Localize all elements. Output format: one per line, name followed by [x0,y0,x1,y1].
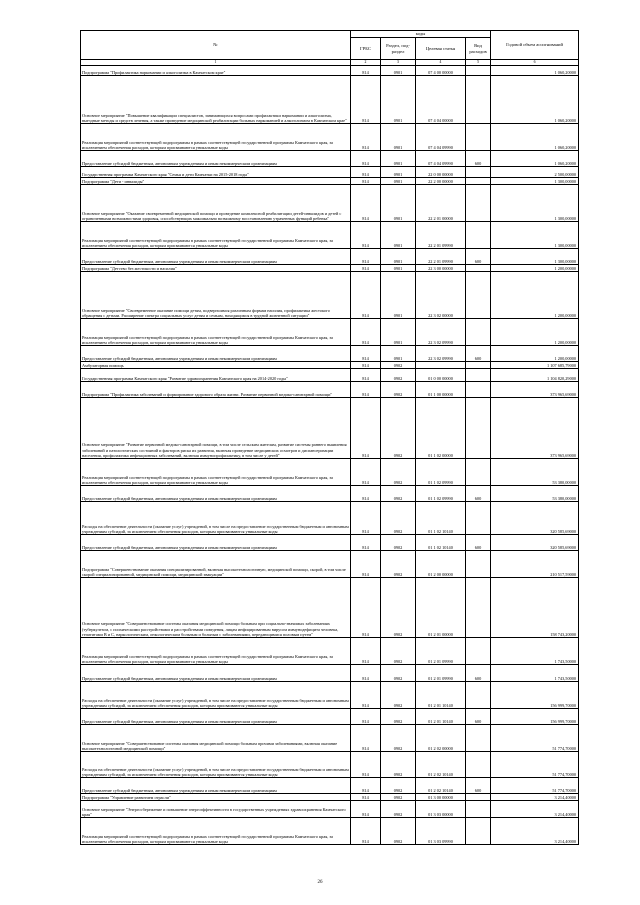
row-grbs: 814 [351,369,381,382]
row-name: Предоставление субсидий бюджетным, автономным учреждениям и иным некоммерческим организациям [81,346,351,362]
table-row [81,709,579,725]
row-name: Основное мероприятие "Оказание своевременной медицинской помощи и проведение комплексной реабилитации детей-инвалидов и детей с ограниченными возможностями здоровья, способствующих максимально возможному восстановлению утраченных функций ребенка" [81,185,351,222]
row-name: Реализация мероприятий соответствующей подпрограммы в рамках соответствующей государственной программы Камчатского края, за исключением обеспечения расходов, которым присваиваются уникальные коды [81,459,351,486]
row-exp-type: 600 [466,151,491,167]
row-exp-type: 600 [466,346,491,362]
row-exp-type [466,178,491,185]
row-amount: 1 300,00000 [491,185,579,222]
row-section: 0901 [381,249,416,265]
row-grbs: 814 [351,459,381,486]
row-target: 22 3 02 00000 [416,272,466,319]
row-section: 0901 [381,66,416,76]
row-amount: 1 200,00000 [491,265,579,272]
row-amount: 2 500,00000 [491,167,579,178]
row-amount: 1 104 820,29000 [491,369,579,382]
row-exp-type [466,124,491,151]
row-exp-type [466,167,491,178]
row-grbs: 814 [351,249,381,265]
row-name: Амбулаторная помощь [81,362,351,369]
row-amount: 373 965,69000 [491,382,579,398]
row-section: 0902 [381,638,416,665]
table-row [81,382,579,398]
row-section: 0902 [381,794,416,801]
row-exp-type: 600 [466,665,491,682]
row-target: 01 2 02 10140 [416,752,466,778]
table-row [81,665,579,682]
row-section: 0901 [381,265,416,272]
row-grbs: 814 [351,346,381,362]
row-section: 0902 [381,578,416,638]
header-section: Раздел, под-раздел [381,38,416,60]
row-name: Государственная программа Камчатского края "Семья и дети Камчатки на 2015-2018 годы" [81,167,351,178]
row-target: 07 4 04 09990 [416,151,466,167]
row-amount: 1 200,00000 [491,272,579,319]
row-grbs: 814 [351,362,381,369]
row-target: 01 2 02 00000 [416,725,466,752]
row-amount: 1 300,00000 [491,222,579,249]
row-target: 01 1 02 10140 [416,502,466,535]
row-exp-type [466,319,491,346]
table-row [81,778,579,794]
row-grbs: 814 [351,794,381,801]
row-amount: 1 300,00000 [491,249,579,265]
col-num-1: 1 [81,60,351,66]
row-exp-type [466,362,491,369]
row-section: 0901 [381,124,416,151]
row-exp-type [466,265,491,272]
row-name: Предоставление субсидий бюджетным, автономным учреждениям и иным некоммерческим организациям [81,709,351,725]
row-exp-type [466,369,491,382]
table-body [81,66,579,845]
row-section: 0902 [381,535,416,551]
row-amount: 320 585,69000 [491,535,579,551]
table-row [81,725,579,752]
table-row [81,578,579,638]
row-amount: 210 517,59000 [491,551,579,578]
row-exp-type [466,801,491,818]
row-name: Реализация мероприятий соответствующей подпрограммы в рамках соответствующей государственной программы Камчатского края, за исключением обеспечения расходов, которым присваиваются уникальные коды [81,124,351,151]
header-target: Целевая статья [416,38,466,60]
table-row [81,638,579,665]
row-grbs: 814 [351,124,381,151]
row-amount: 1 200,00000 [491,346,579,362]
row-target: 22 2 00 00000 [416,178,466,185]
row-target: 07 4 04 09990 [416,124,466,151]
table-row [81,265,579,272]
row-name: Предоставление субсидий бюджетным, автономным учреждениям и иным некоммерческим организациям [81,249,351,265]
row-name: Основное мероприятие "Развитие первичной медико-санитарной помощи, в том числе сельским жителям, развитие системы раннего выявления заболеваний и патологических состояний и факторов риска их развития, включая проведение медицинских осмотров и диспансеризации населения, профилактика инфекционных заболеваний, включая иммунопрофилактику, в том числе у детей" [81,398,351,459]
row-target: 01 2 00 00000 [416,551,466,578]
row-exp-type [466,638,491,665]
row-target: 22 2 01 09990 [416,249,466,265]
col-num-6: 6 [491,60,579,66]
row-amount: 1 060,20000 [491,151,579,167]
row-grbs: 814 [351,665,381,682]
row-name: Предоставление субсидий бюджетным, автономным учреждениям и иным некоммерческим организациям [81,486,351,502]
row-section: 0902 [381,502,416,535]
row-name: Реализация мероприятий соответствующей подпрограммы в рамках соответствующей государственной программы Камчатского края, за исключением обеспечения расходов, которым присваиваются уникальные коды [81,638,351,665]
row-exp-type: 600 [466,486,491,502]
table-row [81,362,579,369]
row-name: Подпрограмма "Управление развитием отрасли" [81,794,351,801]
row-section: 0902 [381,709,416,725]
row-target: 01 3 00 00000 [416,794,466,801]
row-grbs: 814 [351,682,381,709]
row-name: Основное мероприятие "Своевременное оказание помощи детям, подвергшимся различным формам насилия, профилактика жестокого обращения с детьми. Расширение спектра социальных услуг детям и семьям, находящимся в трудной жизненной ситуации" [81,272,351,319]
table-row [81,185,579,222]
row-section: 0901 [381,319,416,346]
row-target: 22 3 02 09990 [416,319,466,346]
row-amount: 1 107 685,79000 [491,362,579,369]
row-exp-type [466,222,491,249]
row-section: 0902 [381,665,416,682]
row-grbs: 814 [351,778,381,794]
row-exp-type [466,66,491,76]
row-target: 22 2 01 00000 [416,185,466,222]
row-exp-type [466,272,491,319]
table-row [81,178,579,185]
col-num-2: 2 [351,60,381,66]
row-target: 01 2 01 10140 [416,682,466,709]
row-exp-type [466,578,491,638]
row-amount: 320 585,69000 [491,502,579,535]
row-grbs: 814 [351,151,381,167]
row-exp-type [466,551,491,578]
table-row [81,167,579,178]
row-amount: 156 999,70000 [491,709,579,725]
row-target: 01 1 02 00000 [416,398,466,459]
budget-table-page [80,30,578,845]
table-row [81,319,579,346]
row-exp-type: 600 [466,249,491,265]
row-grbs: 814 [351,752,381,778]
row-grbs: 814 [351,725,381,752]
row-section: 0902 [381,369,416,382]
row-amount: 1 060,20000 [491,124,579,151]
row-exp-type [466,382,491,398]
row-section: 0902 [381,398,416,459]
row-section: 0902 [381,551,416,578]
row-grbs: 814 [351,502,381,535]
header-annual: Годовой объем ассигнований [491,31,579,60]
col-num-5: 5 [466,60,491,66]
row-exp-type [466,818,491,845]
table-row [81,76,579,124]
row-section: 0902 [381,486,416,502]
row-amount: 51 774,70000 [491,752,579,778]
row-grbs: 814 [351,709,381,725]
row-target [416,362,466,369]
col-num-3: 3 [381,60,416,66]
row-target: 01 0 00 00000 [416,369,466,382]
table-row [81,535,579,551]
row-section: 0901 [381,167,416,178]
row-target: 01 1 02 09990 [416,459,466,486]
table-row [81,682,579,709]
row-exp-type: 600 [466,535,491,551]
row-name: Расходы на обеспечение деятельности (оказание услуг) учреждений, в том числе на предоставление государственным бюджетным и автономным учреждениям субсидий, за исключением обеспечения расходов, которым присваиваются уникальные коды [81,752,351,778]
row-name: Предоставление субсидий бюджетным, автономным учреждениям и иным некоммерческим организациям [81,535,351,551]
row-exp-type: 600 [466,778,491,794]
row-section: 0902 [381,459,416,486]
header-no: № [81,31,351,60]
page-number: 26 [317,880,323,885]
row-name: Основное мероприятие "Энергосбережение и повышение энергоэффективности в государственных учреждениях здравоохранения Камчатского края" [81,801,351,818]
table-row [81,124,579,151]
row-exp-type [466,794,491,801]
row-grbs: 814 [351,222,381,249]
row-target: 01 2 01 10140 [416,709,466,725]
row-name: Государственная программа Камчатского края "Развитие здравоохранения Камчатского края на 2014-2020 годы" [81,369,351,382]
row-amount: 156 999,70000 [491,682,579,709]
row-grbs: 814 [351,185,381,222]
row-target: 07 4 00 00000 [416,66,466,76]
row-amount: 51 774,70000 [491,778,579,794]
row-name: Предоставление субсидий бюджетным, автономным учреждениям и иным некоммерческим организациям [81,778,351,794]
row-target: 01 2 01 09990 [416,638,466,665]
row-exp-type [466,398,491,459]
row-target: 01 1 02 10140 [416,535,466,551]
table-row [81,249,579,265]
row-exp-type [466,752,491,778]
row-exp-type [466,459,491,486]
row-amount: 1 743,50000 [491,665,579,682]
row-name: Подпрограмма "Дети - инвалиды" [81,178,351,185]
row-grbs: 814 [351,486,381,502]
row-section: 0901 [381,151,416,167]
row-grbs: 814 [351,265,381,272]
row-grbs: 814 [351,382,381,398]
table-row [81,398,579,459]
row-amount: 373 965,69000 [491,398,579,459]
row-section: 0902 [381,752,416,778]
row-section: 0902 [381,778,416,794]
row-name: Основное мероприятие "Совершенствование системы оказания медицинской помощи больным при социально-значимых заболеваниях (туберкулезом, с психическими расстройствами и расстройствами поведения, лицам инфицированным вирусом иммунодефицита человека, гепатитами В и С, наркологическим, онкологическим больным и больным с заболеваниями, передающимися половым путем" [81,578,351,638]
row-exp-type [466,682,491,709]
row-grbs: 814 [351,578,381,638]
row-grbs: 814 [351,319,381,346]
row-amount: 51 774,70000 [491,725,579,752]
row-name: Подпрограмма "Профилактика заболеваний и формирование здорового образа жизни. Развитие первичной медико-санитарной помощи" [81,382,351,398]
row-exp-type [466,502,491,535]
row-target: 07 4 04 00000 [416,76,466,124]
row-name: Расходы на обеспечение деятельности (оказание услуг) учреждений, в том числе на предоставление государственным бюджетным и автономным учреждениям субсидий, за исключением обеспечения расходов, которым присваиваются уникальные коды [81,682,351,709]
table-row [81,459,579,486]
row-amount: 1 060,20000 [491,76,579,124]
row-grbs: 814 [351,818,381,845]
row-name: Подпрограмма "Совершенствование оказания специализированной, включая высокотехнологичную, медицинской помощи, скорой, в том числе скорой специализированной, медицинской помощи, медицинской эвакуации" [81,551,351,578]
row-target: 01 1 00 00000 [416,382,466,398]
row-section: 0901 [381,272,416,319]
row-amount: 1 743,50000 [491,638,579,665]
table-row [81,551,579,578]
row-target: 22 3 02 09990 [416,346,466,362]
row-exp-type [466,725,491,752]
table-row [81,151,579,167]
row-name: Основное мероприятие "Повышение квалификации специалистов, занимающихся вопросами профилактики наркомании и алкоголизма, выездные методы и средств лечения, а также проведение медицинской реабилитации больных наркоманией и алкоголизмом в Камчатском крае" [81,76,351,124]
row-amount: 1 200,00000 [491,319,579,346]
row-amount: 3 214,40000 [491,794,579,801]
table-row [81,346,579,362]
row-target: 22 0 00 00000 [416,167,466,178]
row-grbs: 814 [351,66,381,76]
row-name: Подпрограмма "Детство без жестокости и насилия" [81,265,351,272]
row-target: 01 3 03 09990 [416,818,466,845]
table-row [81,794,579,801]
col-num-4: 4 [416,60,466,66]
row-section: 0902 [381,682,416,709]
row-amount: 158 743,20000 [491,578,579,638]
header-exp-type: Вид расходов [466,38,491,60]
row-exp-type [466,185,491,222]
row-section: 0902 [381,801,416,818]
table-row [81,801,579,818]
row-target: 22 3 00 00000 [416,265,466,272]
row-amount: 3 214,40000 [491,818,579,845]
table-row [81,369,579,382]
table-row [81,272,579,319]
row-grbs: 814 [351,272,381,319]
row-target: 01 2 01 09990 [416,665,466,682]
row-target: 22 2 01 09990 [416,222,466,249]
row-grbs: 814 [351,167,381,178]
row-section: 0902 [381,725,416,752]
row-section: 0902 [381,818,416,845]
row-amount: 1 060,20000 [491,66,579,76]
row-name: Предоставление субсидий бюджетным, автономным учреждениям и иным некоммерческим организациям [81,151,351,167]
row-grbs: 814 [351,535,381,551]
row-name: Предоставление субсидий бюджетным, автономным учреждениям и иным некоммерческим организациям [81,665,351,682]
table-row [81,222,579,249]
row-target: 01 2 02 10140 [416,778,466,794]
header-codes: коды [351,31,491,38]
row-section: 0901 [381,346,416,362]
row-grbs: 814 [351,638,381,665]
row-grbs: 814 [351,551,381,578]
table-row [81,486,579,502]
row-section: 0902 [381,382,416,398]
row-name: Реализация мероприятий соответствующей подпрограммы в рамках соответствующей государственной программы Камчатского края, за исключением обеспечения расходов, которым присваиваются уникальные коды [81,818,351,845]
header-grbs: ГРБС [351,38,381,60]
table-row [81,66,579,76]
row-section: 0901 [381,222,416,249]
row-target: 01 1 02 09990 [416,486,466,502]
row-section: 0901 [381,185,416,222]
row-grbs: 814 [351,398,381,459]
table-row [81,818,579,845]
row-target: 01 2 01 00000 [416,578,466,638]
row-grbs: 814 [351,801,381,818]
row-exp-type [466,76,491,124]
row-target: 01 3 03 00000 [416,801,466,818]
row-section: 0901 [381,178,416,185]
row-grbs: 814 [351,76,381,124]
row-amount: 53 380,00000 [491,486,579,502]
row-name: Реализация мероприятий соответствующей подпрограммы в рамках соответствующей государственной программы Камчатского края, за исключением обеспечения расходов, которым присваиваются уникальные коды [81,222,351,249]
table-row [81,752,579,778]
row-amount: 1 300,00000 [491,178,579,185]
row-name: Подпрограмма "Профилактика наркомании и алкоголизма в Камчатском крае" [81,66,351,76]
row-grbs: 814 [351,178,381,185]
row-amount: 53 380,00000 [491,459,579,486]
budget-table [80,30,579,845]
row-exp-type: 600 [466,709,491,725]
row-section: 0901 [381,76,416,124]
row-amount: 3 214,40000 [491,801,579,818]
row-section: 0902 [381,362,416,369]
row-name: Основное мероприятие "Совершенствование системы оказания медицинской помощи больным прочими заболеваниями, включая оказание высокотехнологичной медицинской помощи" [81,725,351,752]
table-row [81,502,579,535]
row-name: Расходы на обеспечение деятельности (оказание услуг) учреждений, в том числе на предоставление государственным бюджетным и автономным учреждениям субсидий, за исключением обеспечения расходов, которым присваиваются уникальные коды [81,502,351,535]
row-name: Реализация мероприятий соответствующей подпрограммы в рамках соответствующей государственной программы Камчатского края, за исключением обеспечения расходов, которым присваиваются уникальные коды [81,319,351,346]
